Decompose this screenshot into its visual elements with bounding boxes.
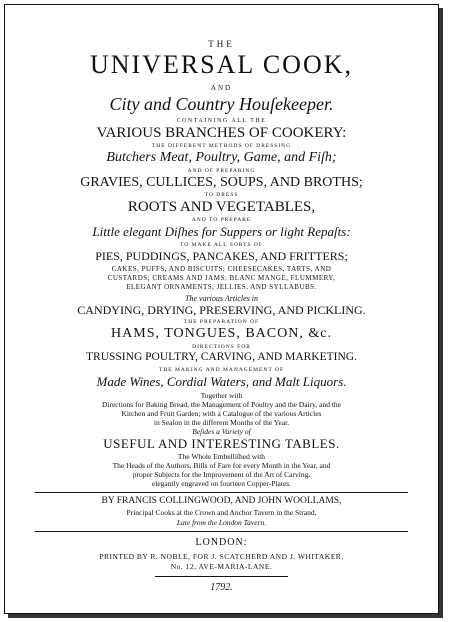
roots-line: ROOTS AND VEGETABLES, (127, 199, 316, 215)
embellished-line: The Whole Embelliſhed with (177, 452, 266, 461)
to-dress-line: TO DRESS (204, 192, 239, 198)
page-frame (4, 4, 439, 614)
baking-line-1: Directions for Baking Bread, the Management of Poultry and the Dairy, and the (101, 400, 342, 409)
divider-rule-1 (35, 492, 408, 493)
divider-rule-2 (35, 531, 408, 532)
to-make-line: TO MAKE ALL SORTS OF (180, 242, 263, 248)
wines-line: Made Wines, Cordial Waters, and Malt Liquors. (96, 374, 347, 389)
heads-line-2: proper Subjects for the Improvement of the Art of Carving, (132, 470, 311, 479)
preparation-line: THE PREPARATION OF (183, 319, 260, 325)
candying-line: CANDYING, DRYING, PRESERVING, AND PICKLING. (77, 303, 366, 317)
late-from-line: Late from the London Tavern. (176, 518, 267, 527)
publication-year: 1792. (210, 582, 233, 593)
various-articles-line: The various Articles in (185, 294, 258, 303)
meats-line: Butchers Meat, Poultry, Game, and Fiſh; (106, 150, 337, 165)
divider-rule-3 (155, 576, 288, 577)
heads-line-3: elegantly engraved on fourteen Copper-Plates. (151, 479, 292, 488)
trussing-line: TRUSSING POULTRY, CARVING, AND MARKETING. (86, 351, 357, 363)
and-to-prepare-line: AND TO PREPARE (191, 217, 252, 223)
pies-line: PIES, PUDDINGS, PANCAKES, AND FRITTERS; (95, 249, 348, 263)
gravies-line: GRAVIES, CULLICES, SOUPS, AND BROTHS; (80, 175, 363, 190)
making-line: THE MAKING AND MANAGEMENT OF (158, 367, 285, 373)
printer-line-2: No. 12, AVE-MARIA-LANE. (170, 562, 273, 571)
heads-line-1: The Heads of the Authors, Bills of Fare for every Month in the Year, and (112, 461, 331, 470)
imprint-city: LONDON: (195, 537, 248, 548)
directions-line: DIRECTIONS FOR (192, 344, 251, 350)
tables-line: USEFUL AND INTERESTING TABLES. (103, 436, 340, 451)
principal-cooks-line: Principal Cooks at the Crown and Anchor Tavern in the Strand, (126, 508, 317, 517)
different-methods-line: THE DIFFERENT METHODS OF DRESSING (151, 143, 292, 149)
book-title: UNIVERSAL COOK, (89, 50, 354, 79)
cakes-line-2: CUSTARDS; CREAMS AND JAMS; BLANC MANGE, FLUMMERY, (107, 274, 336, 282)
the-line: THE (208, 39, 235, 49)
hams-line: HAMS, TONGUES, BACON, &c. (111, 326, 332, 341)
dishes-line: Little elegant Diſhes for Suppers or light Repaſts: (92, 224, 351, 239)
title-page (5, 5, 438, 613)
and-preparing-line: AND OF PREPARING (187, 168, 256, 174)
baking-line-3: in Seaſon in the different Months of the Year. (153, 418, 290, 427)
containing-line: CONTAINING ALL THE (176, 118, 267, 124)
authors-line: BY FRANCIS COLLINGWOOD, AND JOHN WOOLLAMS, (101, 496, 342, 506)
cakes-line-3: ELEGANT ORNAMENTS, JELLIES, AND SYLLABUBS. (126, 283, 317, 291)
various-branches: VARIOUS BRANCHES OF COOKERY: (96, 125, 347, 141)
besides-line: Beſides a Variety of (192, 427, 251, 436)
subtitle: City and Country Houſekeeper. (109, 94, 334, 114)
baking-line-2: Kitchen and Fruit Garden; with a Catalogue of the various Articles (121, 409, 322, 418)
and-line-1: AND (210, 84, 233, 92)
cakes-line-1: CAKES, PUFFS, AND BISCUITS; CHEESECAKES, TARTS, AND (111, 265, 332, 273)
together-line: Together with (200, 391, 243, 400)
printer-line-1: PRINTED BY R. NOBLE, FOR J. SCATCHERD AND J. WHITAKER, (99, 552, 344, 561)
